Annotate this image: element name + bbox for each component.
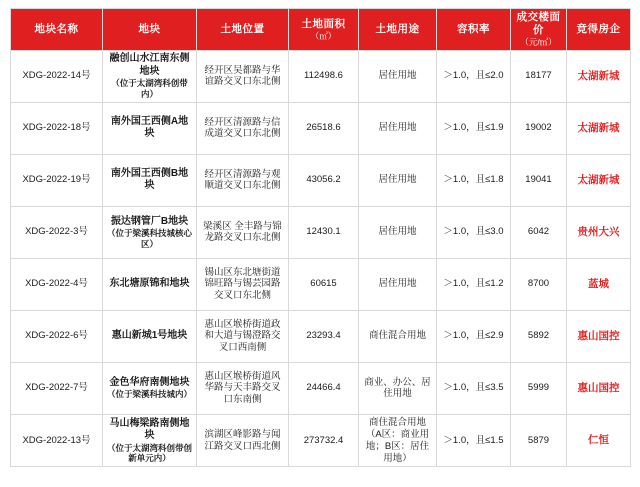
cell-parcel bbox=[103, 414, 197, 467]
table-row bbox=[11, 102, 631, 154]
cell-parcel-sub: （位于梁溪科技城内） bbox=[106, 389, 192, 400]
cell-area-text: 273732.4 bbox=[303, 434, 344, 446]
cell-use bbox=[359, 310, 437, 362]
cell-parcel bbox=[103, 206, 197, 258]
cell-ratio bbox=[437, 310, 511, 362]
cell-parcel-text: 东北塘原锦和地块 bbox=[109, 278, 190, 290]
cell-price bbox=[511, 258, 567, 310]
cell-winner-text: 太湖新城 bbox=[577, 173, 620, 186]
cell-use bbox=[359, 414, 437, 467]
cell-area-text: 24466.4 bbox=[306, 382, 341, 394]
cell-ratio bbox=[437, 362, 511, 414]
cell-use-text: 居住用地 bbox=[378, 174, 417, 186]
column-header-winner-label: 竞得房企 bbox=[576, 22, 621, 35]
cell-location bbox=[197, 258, 289, 310]
cell-code bbox=[11, 310, 103, 362]
cell-area bbox=[289, 154, 359, 206]
cell-ratio bbox=[437, 50, 511, 102]
cell-area-text: 12430.1 bbox=[306, 226, 341, 238]
cell-winner bbox=[567, 102, 631, 154]
cell-winner-text: 太湖新城 bbox=[577, 69, 620, 82]
cell-parcel-text: 振达钢管厂B地块 bbox=[110, 215, 189, 227]
cell-use bbox=[359, 50, 437, 102]
table-row bbox=[11, 154, 631, 206]
column-header-ratio-label: 容积率 bbox=[457, 22, 490, 35]
cell-winner-text: 太湖新城 bbox=[577, 121, 620, 134]
cell-price bbox=[511, 102, 567, 154]
cell-area-text: 26518.6 bbox=[306, 122, 341, 134]
cell-location bbox=[197, 414, 289, 467]
table-body bbox=[11, 50, 631, 467]
cell-parcel-sub: （位于太湖湾科创带内） bbox=[111, 78, 188, 99]
cell-winner bbox=[567, 154, 631, 206]
cell-parcel bbox=[103, 102, 197, 154]
cell-winner bbox=[567, 310, 631, 362]
cell-code bbox=[11, 154, 103, 206]
column-header-location-label: 土地位置 bbox=[220, 22, 265, 35]
cell-use-text: 居住用地 bbox=[378, 70, 417, 82]
cell-area-text: 60615 bbox=[310, 278, 337, 290]
cell-code-text: XDG-2022-3号 bbox=[25, 226, 88, 238]
cell-winner-text: 惠山国控 bbox=[577, 329, 620, 342]
cell-code bbox=[11, 258, 103, 310]
cell-parcel-sub: （位于太湖湾科创带创新单元内） bbox=[106, 442, 192, 464]
cell-use bbox=[359, 258, 437, 310]
cell-price-text: 8700 bbox=[527, 278, 550, 290]
land-auction-table bbox=[10, 8, 631, 467]
cell-price bbox=[511, 206, 567, 258]
table-row bbox=[11, 206, 631, 258]
cell-winner-text: 惠山国控 bbox=[577, 381, 620, 394]
cell-use-text: 商住混合用地（A区：商业用地；B区：居住用地） bbox=[365, 416, 430, 464]
cell-use-text: 居住用地 bbox=[378, 122, 417, 134]
cell-location bbox=[197, 310, 289, 362]
cell-location-text: 惠山区堠桥街道风华路与天丰路交叉口东南侧 bbox=[204, 370, 281, 406]
cell-location-text: 锡山区东北塘街道锦旺路与锡芸园路交叉口东北侧 bbox=[204, 266, 281, 302]
cell-ratio-text: ＞1.0，且≤2.9 bbox=[443, 330, 504, 342]
cell-price-text: 6042 bbox=[527, 226, 550, 238]
cell-parcel bbox=[103, 310, 197, 362]
cell-parcel bbox=[103, 154, 197, 206]
cell-ratio bbox=[437, 206, 511, 258]
cell-code bbox=[11, 206, 103, 258]
cell-winner-text: 仁恒 bbox=[588, 434, 609, 447]
cell-parcel-text: 马山梅梁路南侧地块 bbox=[109, 417, 190, 441]
cell-code bbox=[11, 362, 103, 414]
cell-location bbox=[197, 206, 289, 258]
table-row bbox=[11, 50, 631, 102]
column-header-location bbox=[197, 9, 289, 51]
cell-location-text: 经开区吴都路与华谊路交叉口东北侧 bbox=[204, 64, 281, 88]
column-header-price bbox=[511, 9, 567, 51]
cell-ratio-text: ＞1.0，且≤3.5 bbox=[443, 382, 504, 394]
cell-winner bbox=[567, 414, 631, 467]
column-header-area bbox=[289, 9, 359, 51]
cell-code-text: XDG-2022-13号 bbox=[22, 434, 91, 446]
column-header-use-label: 土地用途 bbox=[375, 22, 420, 35]
cell-location bbox=[197, 50, 289, 102]
cell-parcel bbox=[103, 50, 197, 102]
cell-ratio-text: ＞1.0，且≤2.0 bbox=[443, 70, 504, 82]
table-row bbox=[11, 258, 631, 310]
cell-winner-text: 蓝城 bbox=[588, 277, 609, 290]
column-header-area-unit: （㎡） bbox=[310, 30, 337, 41]
cell-price bbox=[511, 414, 567, 467]
cell-use-text: 居住用地 bbox=[378, 278, 417, 290]
cell-code-text: XDG-2022-4号 bbox=[25, 278, 88, 290]
table-row bbox=[11, 414, 631, 467]
cell-parcel bbox=[103, 362, 197, 414]
column-header-price-label: 成交楼面价 bbox=[516, 11, 561, 37]
column-header-use bbox=[359, 9, 437, 51]
cell-parcel-sub: （位于梁溪科技城核心区） bbox=[106, 228, 192, 249]
cell-parcel-text: 融创山水江南东侧地块 bbox=[109, 53, 190, 77]
cell-area bbox=[289, 258, 359, 310]
cell-location bbox=[197, 154, 289, 206]
cell-area-text: 43056.2 bbox=[306, 174, 341, 186]
cell-ratio-text: ＞1.0，且≤1.5 bbox=[443, 434, 504, 446]
cell-code-text: XDG-2022-18号 bbox=[22, 122, 91, 134]
cell-ratio-text: ＞1.0，且≤1.2 bbox=[443, 278, 504, 290]
cell-price-text: 19041 bbox=[525, 174, 552, 186]
cell-price-text: 18177 bbox=[525, 70, 552, 82]
header-row bbox=[11, 9, 631, 51]
cell-code-text: XDG-2022-19号 bbox=[22, 174, 91, 186]
column-header-parcel-label: 地块 bbox=[138, 22, 161, 35]
cell-area-text: 112498.6 bbox=[304, 70, 343, 82]
cell-use-text: 商业、办公、居住用地 bbox=[364, 376, 431, 400]
column-header-parcel bbox=[103, 9, 197, 51]
cell-winner bbox=[567, 50, 631, 102]
cell-use-text: 居住用地 bbox=[378, 226, 417, 238]
cell-code-text: XDG-2022-14号 bbox=[22, 70, 91, 82]
cell-price bbox=[511, 50, 567, 102]
table-header bbox=[11, 9, 631, 51]
cell-price-text: 19002 bbox=[525, 122, 552, 134]
cell-winner-text: 贵州大兴 bbox=[577, 225, 620, 238]
cell-location-text: 滨湖区峰影路与闻江路交叉口西北侧 bbox=[204, 428, 281, 452]
cell-use bbox=[359, 154, 437, 206]
cell-winner bbox=[567, 258, 631, 310]
cell-ratio bbox=[437, 414, 511, 467]
cell-winner bbox=[567, 206, 631, 258]
cell-parcel bbox=[103, 258, 197, 310]
cell-ratio-text: ＞1.0，且≤3.0 bbox=[443, 226, 504, 238]
cell-code-text: XDG-2022-7号 bbox=[25, 382, 88, 394]
cell-use-text: 商住混合用地 bbox=[368, 330, 426, 342]
column-header-area-label: 土地面积 bbox=[301, 17, 346, 30]
cell-code bbox=[11, 102, 103, 154]
cell-area-text: 23293.4 bbox=[306, 330, 341, 342]
cell-ratio bbox=[437, 258, 511, 310]
cell-price bbox=[511, 362, 567, 414]
cell-use bbox=[359, 206, 437, 258]
column-header-price-unit: （元/㎡） bbox=[520, 37, 557, 48]
table-row bbox=[11, 310, 631, 362]
table-row bbox=[11, 362, 631, 414]
cell-ratio-text: ＞1.0，且≤1.8 bbox=[443, 174, 504, 186]
cell-use bbox=[359, 362, 437, 414]
column-header-code-label: 地块名称 bbox=[34, 22, 79, 35]
cell-location-text: 梁溪区 全丰路与锦龙路交叉口东北侧 bbox=[203, 220, 282, 244]
column-header-ratio bbox=[437, 9, 511, 51]
cell-location bbox=[197, 362, 289, 414]
cell-code bbox=[11, 414, 103, 467]
cell-area bbox=[289, 310, 359, 362]
cell-ratio-text: ＞1.0，且≤1.9 bbox=[443, 122, 504, 134]
cell-area bbox=[289, 102, 359, 154]
cell-parcel-text: 南外国王西侧B地块 bbox=[110, 167, 189, 192]
cell-ratio bbox=[437, 154, 511, 206]
cell-location-text: 经开区清源路与信成道交叉口东北侧 bbox=[204, 116, 281, 140]
column-header-winner bbox=[567, 9, 631, 51]
cell-parcel-text: 惠山新城1号地块 bbox=[111, 330, 188, 342]
cell-area bbox=[289, 362, 359, 414]
cell-parcel-text: 南外国王西侧A地块 bbox=[110, 115, 189, 140]
column-header-code bbox=[11, 9, 103, 51]
cell-use bbox=[359, 102, 437, 154]
cell-ratio bbox=[437, 102, 511, 154]
cell-area bbox=[289, 50, 359, 102]
cell-location-text: 经开区清源路与观顺道交叉口东北侧 bbox=[204, 168, 281, 192]
cell-parcel-text: 金色华府南侧地块 bbox=[109, 376, 190, 388]
cell-area bbox=[289, 414, 359, 467]
cell-area bbox=[289, 206, 359, 258]
cell-code-text: XDG-2022-6号 bbox=[25, 330, 88, 342]
cell-price-text: 5892 bbox=[527, 330, 550, 342]
cell-location-text: 惠山区堠桥街道政和大道与锡澄路交叉口西南侧 bbox=[204, 318, 281, 354]
cell-winner bbox=[567, 362, 631, 414]
cell-price bbox=[511, 310, 567, 362]
cell-price-text: 5999 bbox=[527, 382, 550, 394]
cell-code bbox=[11, 50, 103, 102]
cell-price bbox=[511, 154, 567, 206]
cell-price-text: 5879 bbox=[527, 434, 550, 446]
cell-location bbox=[197, 102, 289, 154]
